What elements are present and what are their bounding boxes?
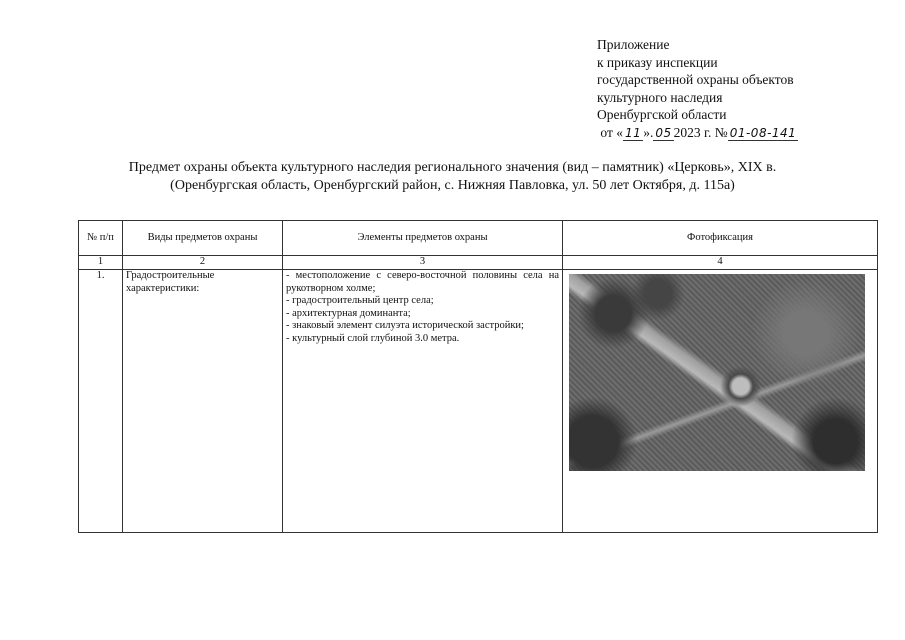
column-number: 1 [79, 256, 123, 270]
appendix-line: к приказу инспекции [597, 54, 718, 70]
handwritten-order-number: 01-08-141 [729, 125, 797, 140]
element-item: - культурный слой глубиной 3.0 метра. [286, 332, 460, 344]
appendix-date-line [597, 124, 897, 143]
appendix-line: Приложение [597, 37, 670, 52]
row-elements [283, 270, 563, 533]
header-num: № п/п [79, 221, 123, 256]
header-types: Виды предметов охраны [123, 221, 283, 256]
handwritten-month: 05 [655, 125, 672, 140]
document-title [0, 159, 905, 195]
appendix-line: государственной охраны объектов [597, 72, 794, 87]
handwritten-day: 11 [624, 125, 642, 140]
element-item: - местоположение с северо-восточной половины села на рукотворном холме; [286, 270, 559, 294]
appendix-line: культурного наследия [597, 89, 723, 105]
aerial-photo [569, 274, 865, 471]
title-line-1: Предмет охраны объекта культурного наследия регионального значения (вид – памятник) «Церковь», XIX в. [128, 160, 777, 175]
row-photo-cell [563, 270, 878, 533]
column-number: 4 [563, 256, 878, 270]
column-number-row [79, 256, 878, 270]
title-line-2: (Оренбургская область, Оренбургский район, с. Нижняя Павловка, ул. 50 лет Октября, д. 115а) [170, 178, 735, 193]
header-elements: Элементы предметов охраны [283, 221, 563, 256]
row-type: Градостроительные характеристики: [123, 270, 283, 533]
element-item: - архитектурная доминанта; [286, 307, 411, 319]
row-number: 1. [79, 270, 123, 533]
column-number: 2 [123, 256, 283, 270]
table-row [79, 270, 878, 533]
appendix-line: Оренбургской области [597, 107, 727, 122]
date-prefix: от « [600, 124, 623, 140]
element-item: - знаковый элемент силуэта исторической застройки; [286, 320, 524, 331]
date-mid: ». [643, 124, 654, 140]
header-photo: Фотофиксация [563, 221, 878, 256]
appendix-header [597, 36, 897, 142]
table-header-row [79, 221, 878, 256]
element-item: - градостроительный центр села; [286, 295, 434, 306]
date-year: 2023 г. № [673, 124, 728, 140]
protection-table [78, 220, 878, 533]
column-number: 3 [283, 256, 563, 270]
